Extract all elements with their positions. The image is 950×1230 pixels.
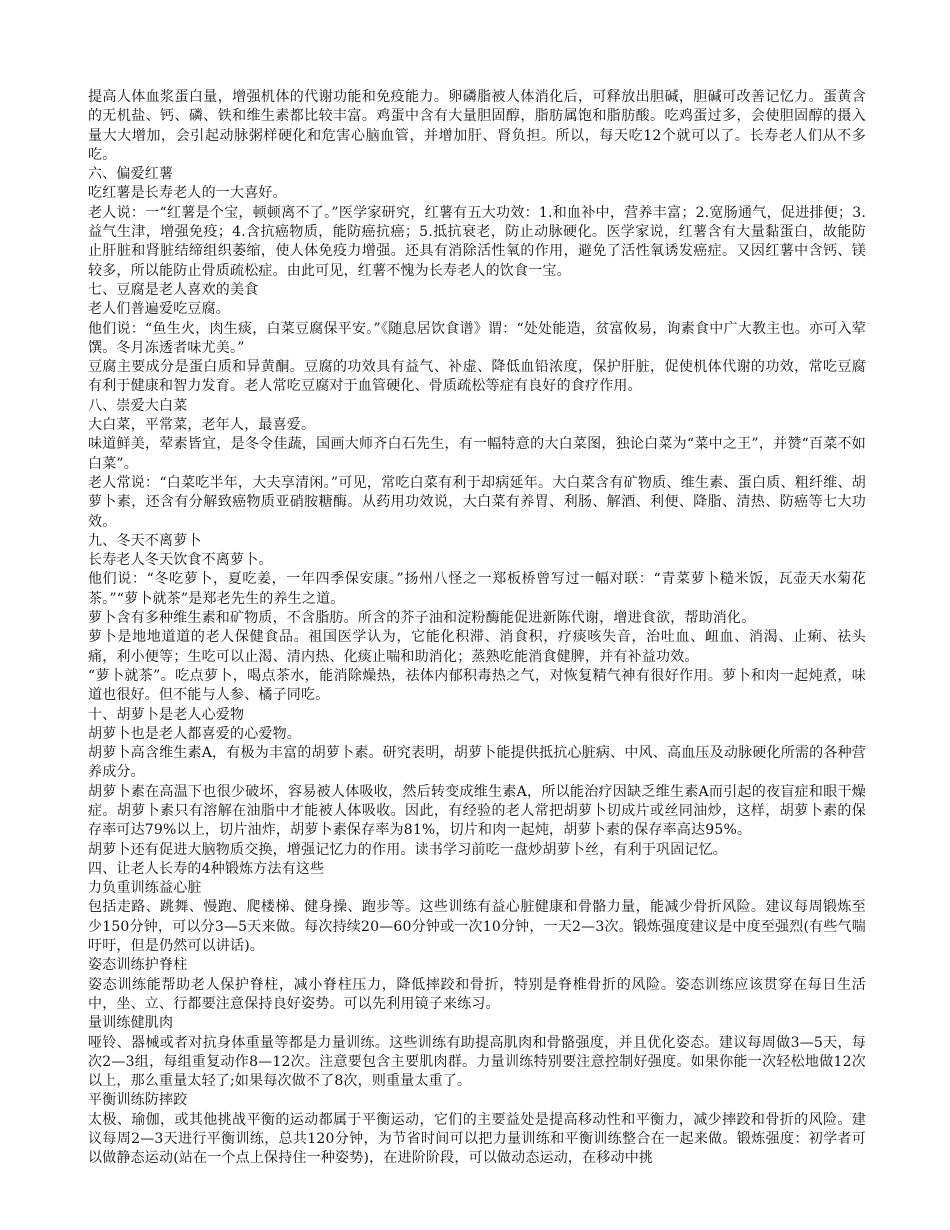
paragraph: 萝卜含有多种维生素和矿物质，不含脂肪。所含的芥子油和淀粉酶能促进新陈代谢，增进食欲，帮助消化。 <box>88 610 756 627</box>
paragraph: 萝卜是地地道道的老人保健食品。祖国医学认为，它能化积滞、消食积，疗痰咳失音，治吐血、衄血、消渴、止痢、祛头痛，利小便等；生吃可以止渴、清内热、化痰止喘和助消化；蒸熟吃能消食健脾，并有补益功效。 <box>88 629 866 665</box>
heading-sweet-potato: 六、偏爱红薯 <box>88 166 174 183</box>
paragraph: 老人常说：“白菜吃半年，大夫享清闲。”可见，常吃白菜有利于却病延年。大白菜含有矿物质、维生素、蛋白质、粗纤维、胡萝卜素，还含有分解致癌物质亚硝胺糖酶。从药用功效说，大白菜有养胃、利肠、解酒、利便、降脂、清热、防癌等七大功效。 <box>88 474 866 530</box>
heading-radish: 九、冬天不离萝卜 <box>88 532 202 549</box>
paragraph: 豆腐主要成分是蛋白质和异黄酮。豆腐的功效具有益气、补虚、降低血铅浓度，保护肝脏，促使机体代谢的功效，常吃豆腐有利于健康和智力发育。老人常吃豆腐对于血管硬化、骨质疏松等症有良好的食疗作用。 <box>88 359 866 395</box>
subheading-weight-bearing: 力负重训练益心脏 <box>88 880 202 897</box>
subheading-posture: 姿态训练护脊柱 <box>88 957 188 974</box>
paragraph: 胡萝卜也是老人都喜爱的心爱物。 <box>88 725 301 742</box>
paragraph: 大白菜，平常菜，老年人，最喜爱。 <box>88 417 316 434</box>
paragraph: 他们说：“鱼生火，肉生痰，白菜豆腐保平安。”《随息居饮食谱》谓：“处处能造，贫富攸易，询素食中广大教主也。亦可入荤馔。冬月冻透者味尤美。” <box>88 320 866 356</box>
paragraph: 哑铃、器械或者对抗身体重量等都是力量训练。这些训练有助提高肌肉和骨骼强度，并且优化姿态。建议每周做3—5天，每次2—3组，每组重复动作8—12次。注意要包含主要肌肉群。力量训练特别要注意控制好强度。如果你能一次轻松地做12次以上，那么重量太轻了;如果每次做不了8次，则重量太重了。 <box>88 1034 866 1090</box>
subheading-strength: 量训练健肌肉 <box>88 1015 174 1032</box>
paragraph-egg-continued: 提高人体血浆蛋白量，增强机体的代谢功能和免疫能力。卵磷脂被人体消化后，可释放出胆碱，胆碱可改善记忆力。蛋黄含的无机盐、钙、磷、铁和维生素都比较丰富。鸡蛋中含有大量胆固醇，脂肪属饱和脂肪酸。吃鸡蛋过多，会使胆固醇的摄入量大大增加，会引起动脉粥样硬化和危害心脑血管，并增加肝、肾负担。所以，每天吃12个就可以了。长寿老人们从不多吃。 <box>88 89 866 163</box>
paragraph: 包括走路、跳舞、慢跑、爬楼梯、健身操、跑步等。这些训练有益心脏健康和骨骼力量，能减少骨折风险。建议每周锻炼至少150分钟，可以分3—5天来做。每次持续20—60分钟或一次10分钟，一天2—3次。锻炼强度建议是中度至强烈(有些气喘吁吁，但是仍然可以讲话)。 <box>88 899 866 955</box>
paragraph: 太极、瑜伽，或其他挑战平衡的运动都属于平衡运动，它们的主要益处是提高移动性和平衡力，减少摔跤和骨折的风险。建议每周2—3天进行平衡训练，总共120分钟，为节省时间可以把力量训练和平衡训练整合在一起来做。锻炼强度：初学者可以做静态运动(站在一个点上保持住一种姿势)，在进阶阶段，可以做动态运动，在移动中挑 <box>88 1111 866 1167</box>
paragraph: 味道鲜美，荤素皆宜，是冬令佳蔬，国画大师齐白石先生，有一幅特意的大白菜图，独论白菜为“菜中之王”，并赞“百菜不如白菜”。 <box>88 436 866 472</box>
paragraph: 长寿老人冬天饮食不离萝卜。 <box>88 552 273 569</box>
heading-tofu: 七、豆腐是老人喜欢的美食 <box>88 281 259 298</box>
heading-exercise: 四、让老人长寿的4种锻炼方法有这些 <box>88 860 325 877</box>
paragraph: 老人说：一“红薯是个宝，顿顿离不了。”医学家研究，红薯有五大功效：1.和血补中，营养丰富；2.宽肠通气，促进排便；3.益气生津，增强免疫；4.含抗癌物质，能防癌抗癌；5.抵抗衰老，防止动脉硬化。医学家说，红薯含有大量黏蛋白，故能防止肝脏和肾脏结缔组织萎缩，使人体免疫力增强。还具有消除活性氧的作用，避免了活性氧诱发癌症。又因红薯中含钙、镁较多，所以能防止骨质疏松症。由此可见，红薯不愧为长寿老人的饮食一宝。 <box>88 204 866 279</box>
paragraph: 胡萝卜还有促进大脑物质交换，增强记忆力的作用。读书学习前吃一盘炒胡萝卜丝，有利于巩固记忆。 <box>88 841 727 858</box>
paragraph: “萝卜就茶”。吃点萝卜，喝点茶水，能消除燥热，祛体内郁积毒热之气，对恢复精气神有很好作用。萝卜和肉一起炖煮，味道也很好。但不能与人参、橘子同吃。 <box>88 667 866 704</box>
paragraph: 吃红薯是长寿老人的一大喜好。 <box>88 185 287 202</box>
paragraph: 他们说：“冬吃萝卜，夏吃姜，一年四季保安康。”扬州八怪之一郑板桥曾写过一幅对联：“青菜萝卜糙米饭，瓦壶天水菊花茶。”“萝卜就茶”是郑老先生的养生之道。 <box>88 571 866 607</box>
subheading-balance: 平衡训练防摔跤 <box>88 1092 188 1109</box>
document-page <box>88 88 866 1169</box>
paragraph: 老人们普遍爱吃豆腐。 <box>88 301 230 318</box>
paragraph: 胡萝卜素在高温下也很少破坏，容易被人体吸收，然后转变成维生素A，所以能治疗因缺乏维生素A而引起的夜盲症和眼干燥症。胡萝卜素只有溶解在油脂中才能被人体吸收。因此，有经验的老人常把胡萝卜切成片或丝同油炒，这样，胡萝卜素的保存率可达79%以上，切片油炸，胡萝卜素保存率为81%，切片和肉一起炖，胡萝卜素的保存率高达95%。 <box>88 783 866 839</box>
heading-carrot: 十、胡萝卜是老人心爱物 <box>88 706 245 723</box>
heading-cabbage: 八、崇爱大白菜 <box>88 397 188 414</box>
paragraph: 胡萝卜高含维生素A，有极为丰富的胡萝卜素。研究表明，胡萝卜能提供抵抗心脏病、中风、高血压及动脉硬化所需的各种营养成分。 <box>88 745 866 781</box>
paragraph: 姿态训练能帮助老人保护脊柱，减小脊柱压力，降低摔跤和骨折，特别是脊椎骨折的风险。姿态训练应该贯穿在每日生活中，坐、立、行都要注意保持良好姿势。可以先利用镜子来练习。 <box>88 976 866 1012</box>
